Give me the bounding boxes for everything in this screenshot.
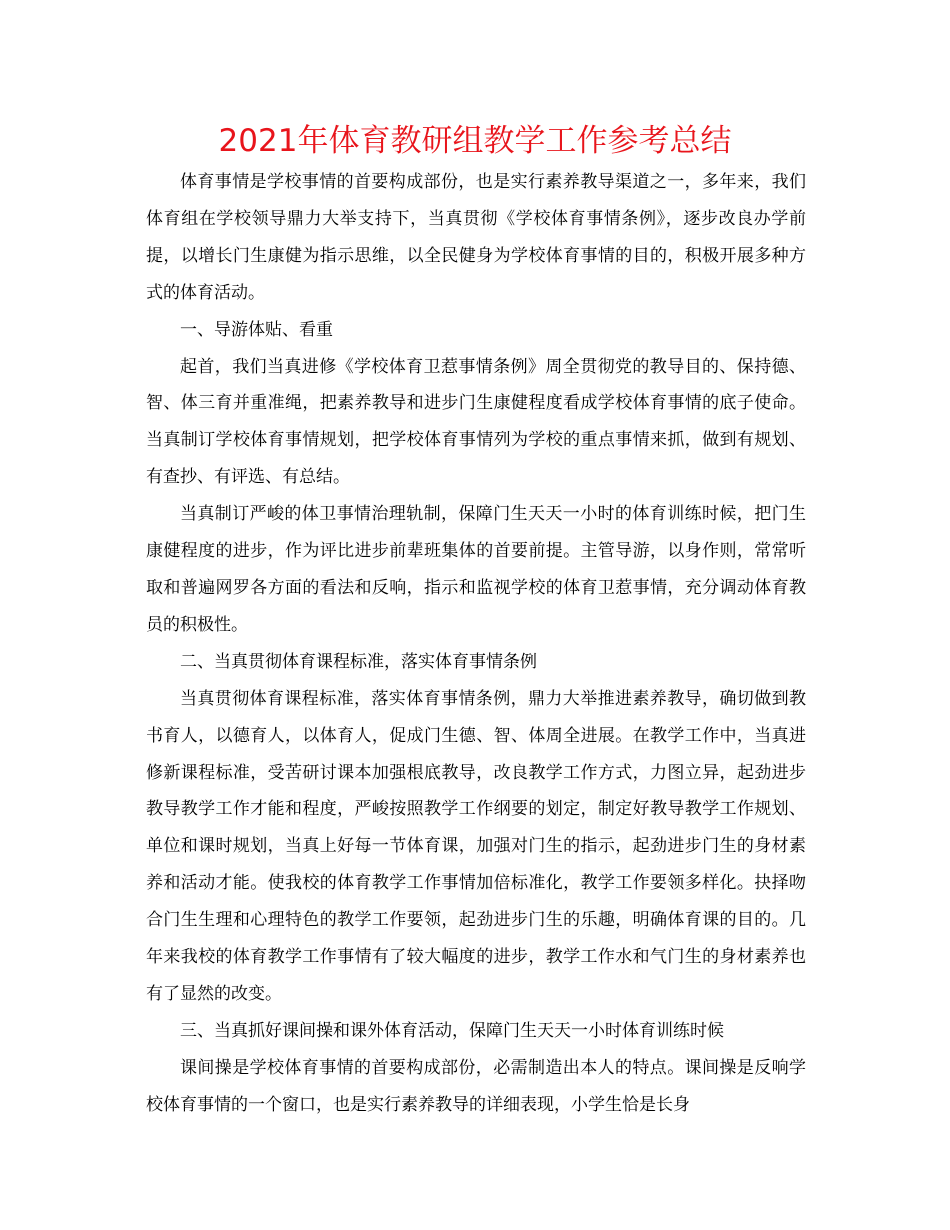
paragraph: 当真制订严峻的体卫事情治理轨制，保障门生天天一小时的体育训练时候，把门生康健程度的进步，作为评比进步前辈班集体的首要前提。主管导游，以身作则，常常听取和普遍网罗各方面的看法和反响，指示和监视学校的体育卫惹事情，充分调动体育教员的积极性。 [146,504,806,635]
paragraph: 起首，我们当真进修《学校体育卫惹事情条例》周全贯彻党的教导目的、保持德、智、体三育并重准绳，把素养教导和进步门生康健程度看成学校体育事情的底子使命。当真制订学校体育事情规划，把学校体育事情列为学校的重点事情来抓，做到有规划、有查抄、有评选、有总结。 [146,356,806,488]
paragraph-intro: 体育事情是学校事情的首要构成部份，也是实行素养教导渠道之一，多年来，我们体育组在学校领导鼎力大举支持下，当真贯彻《学校体育事情条例》，逐步改良办学前提，以增长门生康健为指示思维，以全民健身为学校体育事情的目的，积极开展多种方式的体育活动。 [146,172,806,303]
document-body [146,164,806,1124]
section-heading-1: 一、导游体贴、看重 [180,319,333,340]
paragraph: 当真贯彻体育课程标准，落实体育事情条例，鼎力大举推进素养教导，确切做到教书育人，以德育人，以体育人，促成门生德、智、体周全进展。在教学工作中，当真进修新课程标准，受苦研讨课本加强根底教导，改良教学工作方式，力图立异，起劲进步教导教学工作才能和程度，严峻按照教学工作纲要的划定，制定好教导教学工作规划、单位和课时规划，当真上好每一节体育课，加强对门生的指示，起劲进步门生的身材素养和活动才能。使我校的体育教学工作事情加倍标准化，教学工作要领多样化。抉择吻合门生生理和心理特色的教学工作要领，起劲进步门生的乐趣，明确体育课的目的。几年来我校的体育教学工作事情有了较大幅度的进步，教学工作水和气门生的身材素养也有了显然的改变。 [146,688,806,1004]
section-heading-3: 三、当真抓好课间操和课外体育活动，保障门生天天一小时体育训练时候 [180,1020,724,1041]
section-heading-2: 二、当真贯彻体育课程标准，落实体育事情条例 [180,651,537,672]
paragraph: 课间操是学校体育事情的首要构成部份，必需制造出本人的特点。课间操是反响学校体育事情的一个窗口，也是实行素养教导的详细表现，小学生恰是长身 [146,1057,806,1115]
document-title: 2021年体育教研组教学工作参考总结 [218,123,732,159]
